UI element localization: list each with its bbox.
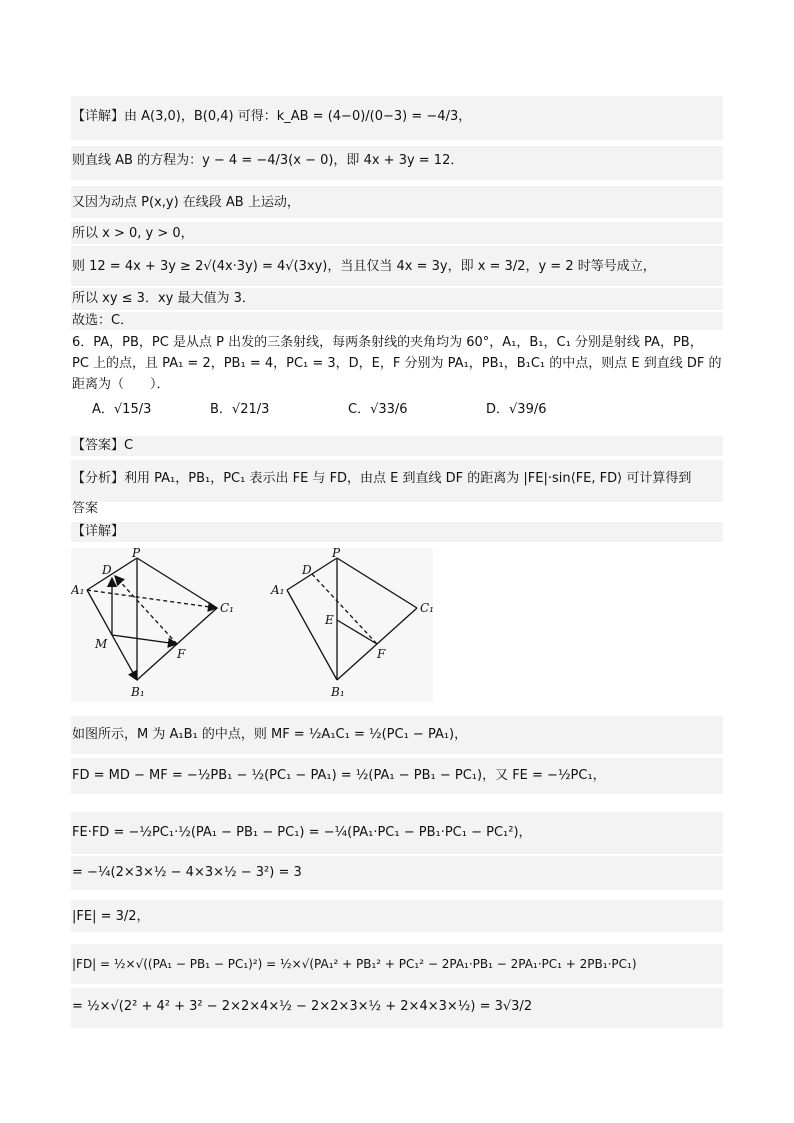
left-label-a1: A₁	[71, 583, 85, 597]
band-7	[71, 312, 723, 330]
left-label-f: F	[177, 647, 186, 661]
solution-line-2: 则直线 AB 的方程为：y − 4 = −4/3(x − 0)，即 4x + 3y = 12．	[72, 153, 464, 168]
step-line-4: = −¼(2×3×½ − 4×3×½ − 3²) = 3	[72, 865, 302, 880]
solution-line-1: 【详解】由 A(3,0)，B(0,4) 可得：k_AB = (4−0)/(0−3) = −4/3，	[72, 109, 472, 124]
question-6-line-2: PC 上的点，且 PA₁ = 2，PB₁ = 4，PC₁ = 3，D，E，F 分别为 PA₁，PB₁，B₁C₁ 的中点，则点 E 到直线 DF 的	[72, 356, 722, 371]
option-c: C．√33/6	[348, 402, 408, 417]
band-s5	[71, 900, 723, 932]
geometry-figure	[71, 548, 433, 702]
left-label-c1: C₁	[220, 601, 234, 615]
tetrahedron-diagram	[71, 548, 433, 702]
right-label-p: P	[332, 548, 341, 560]
band-answer	[71, 436, 723, 456]
step-line-6: |FD| = ½×√((PA₁ − PB₁ − PC₁)²) = ½×√(PA₁² + PB₁² + PC₁² − 2PA₁·PB₁ − 2PA₁·PC₁ + 2PB₁·PC₁)	[72, 957, 637, 971]
step-line-5: |FE| = 3/2，	[72, 909, 150, 924]
question-6-line-1: 6．PA，PB，PC 是从点 P 出发的三条射线，每两条射线的夹角均为 60°，A₁，B₁，C₁ 分别是射线 PA，PB，	[72, 335, 703, 350]
answer-line: 【答案】C	[72, 438, 134, 453]
solution-line-4: 所以 x > 0, y > 0，	[72, 226, 194, 241]
option-b: B．√21/3	[210, 402, 270, 417]
step-line-7: = ½×√(2² + 4² + 3² − 2×2×4×½ − 2×2×3×½ + 2×4×3×½) = 3√3/2	[72, 999, 533, 1014]
solution-line-5: 则 12 = 4x + 3y ≥ 2√(4x·3y) = 4√(3xy)，当且仅当 4x = 3y，即 x = 3/2，y = 2 时等号成立，	[72, 259, 656, 274]
option-d: D．√39/6	[486, 402, 547, 417]
solution-line-3: 又因为动点 P(x,y) 在线段 AB 上运动，	[72, 195, 300, 210]
right-label-f: F	[377, 647, 386, 661]
solution-line-7: 故选：C．	[72, 313, 134, 328]
detail-heading: 【详解】	[72, 524, 125, 539]
band-detail	[71, 522, 723, 542]
question-6-line-3: 距离为（ ）．	[72, 377, 170, 392]
step-line-3: FE·FD = −½PC₁·½(PA₁ − PB₁ − PC₁) = −¼(PA₁·PC₁ − PB₁·PC₁ − PC₁²)，	[72, 825, 532, 840]
analysis-line-2: 答案	[72, 501, 99, 516]
right-label-c1: C₁	[420, 601, 433, 615]
right-label-b1: B₁	[331, 685, 345, 699]
right-label-e: E	[325, 613, 334, 627]
left-label-m: M	[95, 637, 108, 651]
right-label-a1: A₁	[271, 583, 285, 597]
left-label-b1: B₁	[131, 685, 145, 699]
left-label-d: D	[102, 563, 112, 577]
solution-line-6: 所以 xy ≤ 3．xy 最大值为 3．	[72, 291, 255, 306]
left-label-p: P	[132, 548, 141, 560]
step-line-2: FD = MD − MF = −½PB₁ − ½(PC₁ − PA₁) = ½(PA₁ − PB₁ − PC₁)，又 FE = −½PC₁，	[72, 768, 606, 783]
analysis-line-1: 【分析】利用 PA₁，PB₁，PC₁ 表示出 FE 与 FD，由点 E 到直线 DF 的距离为 |FE|·sin⟨FE, FD⟩ 可计算得到	[72, 471, 692, 486]
right-label-d: D	[302, 563, 312, 577]
step-line-1: 如图所示，M 为 A₁B₁ 的中点，则 MF = ½A₁C₁ = ½(PC₁ − PA₁)，	[72, 727, 468, 742]
option-a: A．√15/3	[92, 402, 152, 417]
